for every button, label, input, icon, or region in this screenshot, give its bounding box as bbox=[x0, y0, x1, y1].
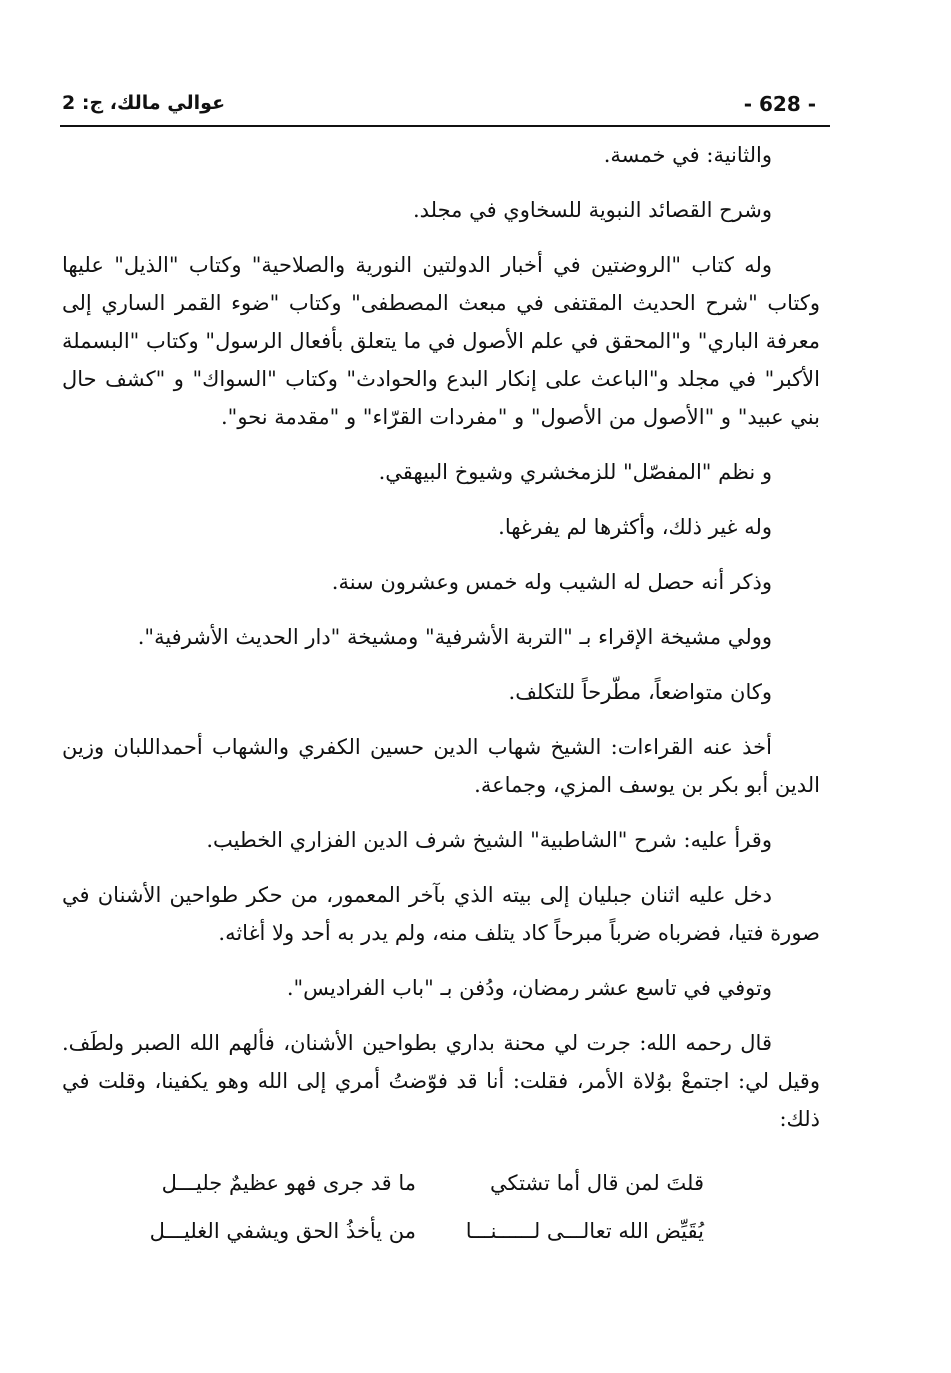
paragraph: قال رحمه الله: جرت لي محنة بداري بطواحين الأشنان، فألهم الله الصبر ولطَف. وقيل لي: اجتمعْ بوُلاة الأمر، فقلت: أنا قد فوّضتُ أمري إلى الله وهو يكفينا، وقلت في ذلك: bbox=[62, 1031, 820, 1131]
paragraph: وقرأ عليه: شرح "الشاطبية" الشيخ شرف الدين الفزاري الخطيب. bbox=[206, 828, 772, 852]
page-number: - 628 - bbox=[743, 92, 816, 116]
paragraph: وله غير ذلك، وأكثرها لم يفرغها. bbox=[498, 515, 772, 539]
paragraph: وكان متواضعاً، مطّرحاً للتكلف. bbox=[508, 680, 772, 704]
paragraph: أخذ عنه القراءات: الشيخ شهاب الدين حسين الكفري والشهاب أحمداللبان وزين الدين أبو بكر بن يوسف المزي، وجماعة. bbox=[62, 735, 820, 797]
poem-verse bbox=[62, 1206, 820, 1254]
header-rule bbox=[60, 125, 830, 127]
poem-verse bbox=[62, 1158, 820, 1206]
page-header bbox=[60, 92, 830, 128]
paragraph: دخل عليه اثنان جبليان إلى بيته الذي بآخر المعمور، من حكر طواحين الأشنان في صورة فتيا، فضرباه ضرباً مبرحاً كاد يتلف منه، ولم يدر به أحد ولا أغاثه. bbox=[62, 883, 820, 945]
running-head: عوالي مالك، ج: 2 bbox=[62, 92, 226, 114]
paragraph: و نظم "المفصّل" للزمخشري وشيوخ البيهقي. bbox=[378, 460, 772, 484]
paragraph: وتوفي في تاسع عشر رمضان، ودُفن بـ "باب الفراديس". bbox=[286, 976, 772, 1000]
paragraph: وذكر أنه حصل له الشيب وله خمس وعشرون سنة. bbox=[331, 570, 772, 594]
paragraph: والثانية: في خمسة. bbox=[603, 143, 772, 167]
verse-second-hemistich: من يأخذُ الحق ويشفي الغليـــل bbox=[149, 1219, 416, 1243]
verse-first-hemistich: يُقَيِّض الله تعالـــى لــــــنـــا bbox=[465, 1219, 704, 1243]
page-body bbox=[62, 136, 820, 1254]
paragraph: وولي مشيخة الإقراء بـ "التربة الأشرفية" ومشيخة "دار الحديث الأشرفية". bbox=[137, 625, 772, 649]
paragraph: وشرح القصائد النبوية للسخاوي في مجلد. bbox=[412, 198, 772, 222]
verse-first-hemistich: قلتَ لمن قال أما تشتكي bbox=[489, 1171, 704, 1195]
paragraph: وله كتاب "الروضتين في أخبار الدولتين النورية والصلاحية" وكتاب "الذيل" عليها وكتاب "شرح الحديث المقتفى في مبعث المصطفى" وكتاب "ضوء القمر الساري إلى معرفة الباري" و"المحقق في علم الأصول في ما يتعلق بأفعال الرسول" وكتاب "البسملة الأكبر" في مجلد و"الباعث على إنكار البدع والحوادث" وكتاب "السواك" و "كشف حال بني عبيد" و "الأصول من الأصول" و "مفردات القرّاء" و "مقدمة نحو". bbox=[62, 253, 820, 429]
verse-second-hemistich: ما قد جرى فهو عظيمٌ جليـــل bbox=[161, 1171, 416, 1195]
